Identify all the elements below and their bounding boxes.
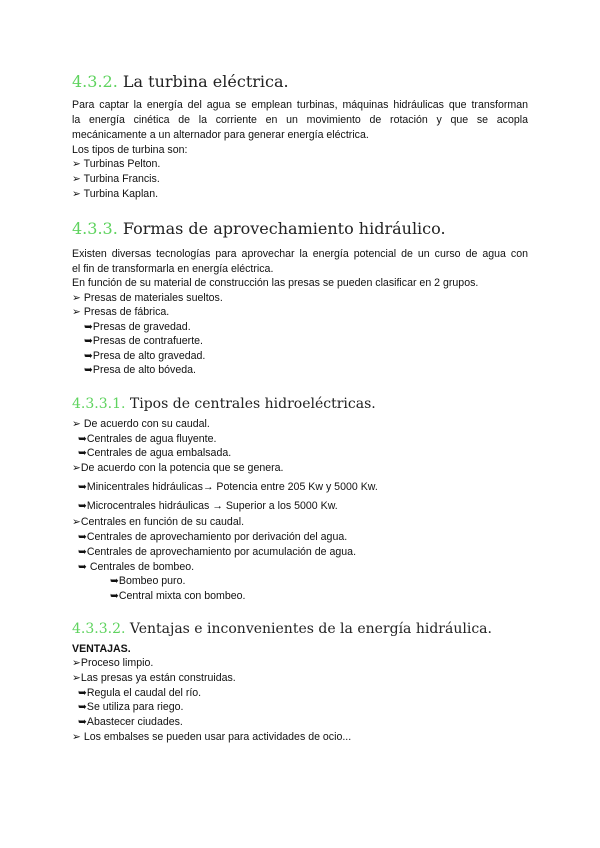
- list-item: ➢ Turbinas Pelton.: [72, 158, 161, 170]
- list-item: ➢De acuerdo con la potencia que se genera.: [72, 462, 284, 474]
- subheading-ventajas: VENTAJAS.: [72, 643, 131, 655]
- paragraph-line: el fin de transformarla en energía eléctrica.: [72, 263, 274, 275]
- paragraph-line: En función de su material de construcción las presas se pueden clasificar en 2 grupos.: [72, 277, 479, 289]
- section-title: Tipos de centrales hidroeléctricas.: [125, 396, 376, 412]
- paragraph-line: Existen diversas tecnologías para aprovechar la energía potencial de un curso de agua con: [72, 248, 528, 260]
- list-item: ➥Abastecer ciudades.: [78, 716, 183, 728]
- list-item: ➥Presas de gravedad.: [84, 321, 191, 333]
- list-item: ➢Proceso limpio.: [72, 657, 154, 669]
- list-item: ➥ Centrales de bombeo.: [78, 561, 195, 573]
- section-number: 4.3.2.: [72, 72, 118, 91]
- list-item: ➢Las presas ya están construidas.: [72, 672, 236, 684]
- paragraph-line: Los tipos de turbina son:: [72, 144, 188, 156]
- list-item: ➢ Presas de fábrica.: [72, 306, 170, 318]
- list-item: ➥Regula el caudal del río.: [78, 687, 202, 699]
- section-number: 4.3.3.1.: [72, 396, 126, 412]
- section-number: 4.3.3.: [72, 219, 118, 238]
- list-item: ➢ Turbina Francis.: [72, 173, 160, 185]
- list-item: ➥Centrales de agua fluyente.: [78, 433, 217, 445]
- list-item: ➥Centrales de aprovechamiento por acumulación de agua.: [78, 546, 357, 558]
- paragraph-line: Para captar la energía del agua se emplean turbinas, máquinas hidráulicas que transforman: [72, 99, 528, 111]
- list-item: ➥Central mixta con bombeo.: [110, 590, 246, 602]
- heading-turbina: [72, 72, 289, 91]
- list-item: ➥Presas de contrafuerte.: [84, 335, 203, 347]
- list-item: ➢ Los embalses se pueden usar para actividades de ocio...: [72, 731, 352, 743]
- section-title: Ventajas e inconvenientes de la energía hidráulica.: [125, 621, 492, 637]
- list-item: ➢Centrales en función de su caudal.: [72, 516, 245, 528]
- list-item: ➢ De acuerdo con su caudal.: [72, 418, 210, 430]
- list-item: ➢ Turbina Kaplan.: [72, 188, 159, 200]
- list-item: ➥Bombeo puro.: [110, 575, 186, 587]
- list-item: ➥Centrales de aprovechamiento por derivación del agua.: [78, 531, 348, 543]
- section-number: 4.3.3.2.: [72, 621, 126, 637]
- heading-formas: [72, 219, 446, 238]
- list-item: ➥Presa de alto gravedad.: [84, 350, 206, 362]
- list-item: ➥Presa de alto bóveda.: [84, 364, 196, 376]
- heading-tipos-centrales: [72, 396, 376, 412]
- section-title: La turbina eléctrica.: [117, 72, 289, 91]
- list-item: ➢ Presas de materiales sueltos.: [72, 292, 223, 304]
- list-item: ➥Minicentrales hidráulicas→ Potencia entre 205 Kw y 5000 Kw.: [78, 481, 378, 493]
- paragraph-line: mecánicamente a un alternador para generar energía eléctrica.: [72, 129, 369, 141]
- section-title: Formas de aprovechamiento hidráulico.: [117, 219, 446, 238]
- list-item: ➥Se utiliza para riego.: [78, 701, 184, 713]
- list-item: ➥Centrales de agua embalsada.: [78, 447, 232, 459]
- list-item: ➥Microcentrales hidráulicas → Superior a los 5000 Kw.: [78, 500, 338, 512]
- heading-ventajas: [72, 621, 492, 637]
- paragraph-line: la energía cinética de la corriente en un movimiento de rotación y que se acopla: [72, 114, 528, 126]
